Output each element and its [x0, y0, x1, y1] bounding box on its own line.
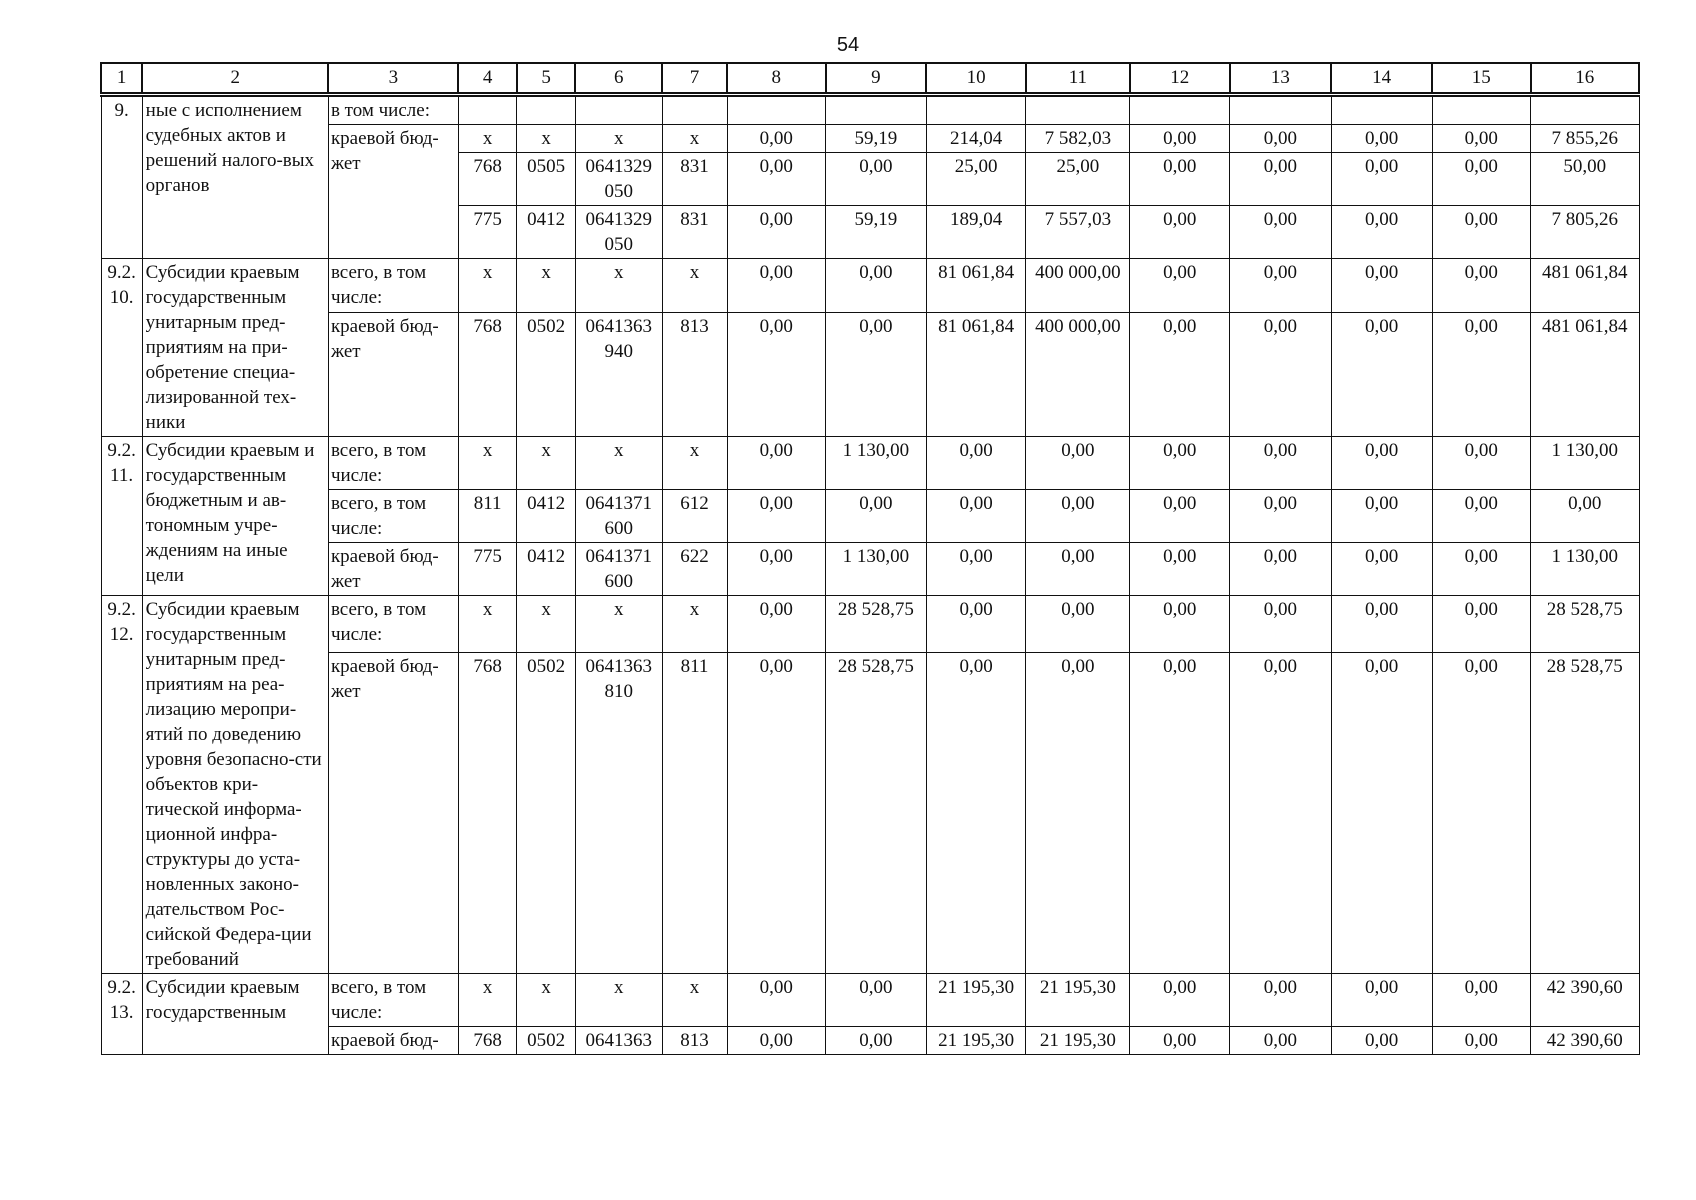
table-cell: 400 000,00 — [1026, 259, 1130, 313]
table-cell: 0,00 — [1432, 652, 1531, 973]
table-cell: 42 390,60 — [1531, 1027, 1639, 1055]
table-cell: 0,00 — [826, 312, 927, 436]
table-cell — [517, 95, 575, 125]
table-cell: 0,00 — [1432, 490, 1531, 543]
table-cell: 0,00 — [1230, 259, 1332, 313]
table-cell: 0,00 — [1026, 437, 1130, 490]
table-cell: 0,00 — [1331, 206, 1432, 259]
col-header: 16 — [1531, 63, 1639, 95]
table-cell: 0,00 — [727, 1027, 826, 1055]
table-cell: 0,00 — [1230, 652, 1332, 973]
col-header: 15 — [1432, 63, 1531, 95]
table-cell: 1 130,00 — [826, 437, 927, 490]
table-cell: 0,00 — [826, 974, 927, 1027]
row-name: Субсидии краевым и государственным бюджетным и ав-тономным учре-ждениям на иные цели — [142, 437, 328, 596]
table-cell: 0412 — [517, 543, 575, 596]
col-header: 13 — [1230, 63, 1332, 95]
table-cell: 0,00 — [1432, 125, 1531, 153]
table-cell: 0,00 — [826, 153, 927, 206]
col-header: 2 — [142, 63, 328, 95]
table-cell: 21 195,30 — [1026, 1027, 1130, 1055]
col-header: 7 — [662, 63, 727, 95]
table-row — [101, 652, 1639, 973]
table-cell: 0,00 — [826, 490, 927, 543]
table-cell: 0,00 — [1432, 153, 1531, 206]
table-cell: 0,00 — [1432, 259, 1531, 313]
table-cell: 0,00 — [1432, 1027, 1531, 1055]
table-row — [101, 543, 1639, 596]
table-cell: 0,00 — [926, 437, 1026, 490]
table-cell: 59,19 — [826, 206, 927, 259]
table-cell: 25,00 — [926, 153, 1026, 206]
table-cell: 831 — [662, 206, 727, 259]
table-cell — [1531, 95, 1639, 125]
row-name: ные с исполнением судебных актов и решений налого-вых органов — [142, 95, 328, 259]
table-row — [101, 259, 1639, 313]
row-number: 9.2. 12. — [101, 596, 142, 974]
table-cell: 1 130,00 — [826, 543, 927, 596]
table-cell: 0641371 600 — [575, 543, 662, 596]
table-cell: 0,00 — [1331, 543, 1432, 596]
table-cell: 0,00 — [1230, 312, 1332, 436]
table-cell — [575, 95, 662, 125]
table-cell: 0,00 — [1230, 974, 1332, 1027]
table-cell: 7 855,26 — [1531, 125, 1639, 153]
table-cell: 0502 — [517, 312, 575, 436]
table-cell: 0641329 050 — [575, 206, 662, 259]
table-cell: 81 061,84 — [926, 259, 1026, 313]
table-cell: 0,00 — [1230, 437, 1332, 490]
table-row — [101, 974, 1639, 1027]
table-cell: 768 — [458, 1027, 516, 1055]
table-cell: 0,00 — [727, 543, 826, 596]
table-cell: 775 — [458, 543, 516, 596]
table-cell — [1331, 95, 1432, 125]
table-cell: 0,00 — [1230, 153, 1332, 206]
table-cell: 0,00 — [1130, 1027, 1230, 1055]
table-cell: х — [662, 437, 727, 490]
col-header: 1 — [101, 63, 142, 95]
table-cell: 0,00 — [727, 153, 826, 206]
row-name: Субсидии краевым государственным унитарным пред-приятиям на реа-лизацию меропри-ятий по доведению уровня безопасно-сти объектов кри-тической информа-ционной инфра-структуры до уста-новленных законо-дательством Рос-сийской Федера-ции требований — [142, 596, 328, 974]
table-cell: х — [662, 974, 727, 1027]
table-cell: 28 528,75 — [1531, 652, 1639, 973]
table-cell: 0641363 810 — [575, 652, 662, 973]
table-cell: 0,00 — [1331, 596, 1432, 653]
table-cell: 768 — [458, 652, 516, 973]
table-cell: 0,00 — [1130, 153, 1230, 206]
table-cell: 0,00 — [727, 125, 826, 153]
table-cell: х — [458, 125, 516, 153]
table-cell: 0,00 — [1130, 490, 1230, 543]
table-cell: 0641329 050 — [575, 153, 662, 206]
table-cell: 0,00 — [1331, 437, 1432, 490]
table-cell: 0,00 — [1230, 543, 1332, 596]
table-cell: 0,00 — [1026, 543, 1130, 596]
table-cell: 0,00 — [1331, 259, 1432, 313]
table-cell: х — [662, 259, 727, 313]
table-cell: 28 528,75 — [826, 596, 927, 653]
table-cell: 0,00 — [1130, 596, 1230, 653]
table-cell: 59,19 — [826, 125, 927, 153]
table-cell: 0,00 — [1130, 206, 1230, 259]
table-cell: 7 557,03 — [1026, 206, 1130, 259]
table-cell: 0,00 — [1230, 1027, 1332, 1055]
funding-source: краевой бюд-жет — [328, 312, 458, 436]
table-cell: 0,00 — [1531, 490, 1639, 543]
table-cell — [1130, 95, 1230, 125]
funding-source: всего, в том числе: — [328, 437, 458, 490]
table-cell: 0,00 — [1130, 125, 1230, 153]
table-cell: 0505 — [517, 153, 575, 206]
funding-source: краевой бюд-жет — [328, 543, 458, 596]
table-cell: 0,00 — [1130, 652, 1230, 973]
table-row — [101, 1027, 1639, 1055]
table-row — [101, 95, 1639, 125]
table-cell: 0502 — [517, 1027, 575, 1055]
table-cell: 0,00 — [1432, 974, 1531, 1027]
table-cell: 0,00 — [1026, 490, 1130, 543]
table-cell: 0641363 — [575, 1027, 662, 1055]
row-number: 9.2. 13. — [101, 974, 142, 1055]
table-cell: 0,00 — [1130, 312, 1230, 436]
table-cell: 0,00 — [1331, 153, 1432, 206]
funding-source: всего, в том числе: — [328, 259, 458, 313]
table-cell: 25,00 — [1026, 153, 1130, 206]
col-header: 5 — [517, 63, 575, 95]
table-cell: х — [575, 259, 662, 313]
table-cell: 189,04 — [926, 206, 1026, 259]
table-cell: 1 130,00 — [1531, 437, 1639, 490]
table-cell: 0,00 — [1230, 125, 1332, 153]
table-cell: 481 061,84 — [1531, 312, 1639, 436]
table-cell: 50,00 — [1531, 153, 1639, 206]
table-cell: 1 130,00 — [1531, 543, 1639, 596]
table-cell: 21 195,30 — [1026, 974, 1130, 1027]
table-cell: 0,00 — [926, 652, 1026, 973]
table-cell — [1432, 95, 1531, 125]
header-row — [101, 63, 1639, 95]
col-header: 9 — [826, 63, 927, 95]
table-cell: х — [458, 437, 516, 490]
table-cell: 0,00 — [1331, 125, 1432, 153]
table-cell: 0,00 — [1230, 596, 1332, 653]
table-cell: 0502 — [517, 652, 575, 973]
table-cell: 0,00 — [1331, 1027, 1432, 1055]
table-cell: 0,00 — [727, 490, 826, 543]
table-cell: 768 — [458, 312, 516, 436]
row-number: 9. — [101, 95, 142, 259]
table-cell: 0,00 — [826, 259, 927, 313]
table-cell: 0,00 — [926, 596, 1026, 653]
table-cell: х — [662, 125, 727, 153]
table-cell: 0412 — [517, 490, 575, 543]
table-cell: 21 195,30 — [926, 974, 1026, 1027]
row-number: 9.2. 10. — [101, 259, 142, 437]
table-cell: 7 582,03 — [1026, 125, 1130, 153]
table-cell: 0,00 — [1130, 437, 1230, 490]
table-cell: 0,00 — [727, 206, 826, 259]
funding-source: краевой бюд-жет — [328, 652, 458, 973]
col-header: 6 — [575, 63, 662, 95]
table-cell: 0,00 — [1026, 652, 1130, 973]
table-cell: 0,00 — [1026, 596, 1130, 653]
table-cell: 0,00 — [727, 437, 826, 490]
table-cell: 0,00 — [1432, 312, 1531, 436]
table-cell: 0,00 — [727, 259, 826, 313]
table-cell: 0,00 — [1130, 543, 1230, 596]
col-header: 11 — [1026, 63, 1130, 95]
table-cell: х — [662, 596, 727, 653]
table-cell: 0,00 — [727, 974, 826, 1027]
table-cell: 768 — [458, 153, 516, 206]
row-name: Субсидии краевым государственным — [142, 974, 328, 1055]
funding-source: всего, в том числе: — [328, 974, 458, 1027]
table-cell: х — [517, 596, 575, 653]
col-header: 10 — [926, 63, 1026, 95]
table-cell: 400 000,00 — [1026, 312, 1130, 436]
table-cell: 813 — [662, 1027, 727, 1055]
table-cell: 0641363 940 — [575, 312, 662, 436]
funding-source: краевой бюд-жет — [328, 125, 458, 259]
table-cell: 813 — [662, 312, 727, 436]
table-cell: 0,00 — [1230, 490, 1332, 543]
table-cell: х — [575, 437, 662, 490]
table-cell: 21 195,30 — [926, 1027, 1026, 1055]
table-cell: 0,00 — [826, 1027, 927, 1055]
col-header: 12 — [1130, 63, 1230, 95]
table-cell: 0,00 — [926, 490, 1026, 543]
table-cell: 0,00 — [926, 543, 1026, 596]
table-cell: 28 528,75 — [1531, 596, 1639, 653]
table-cell — [662, 95, 727, 125]
funding-source: в том числе: — [328, 95, 458, 125]
table-cell: 0,00 — [727, 652, 826, 973]
table-cell: 0,00 — [727, 312, 826, 436]
budget-table — [100, 62, 1640, 1055]
funding-source: всего, в том числе: — [328, 596, 458, 653]
table-cell: х — [517, 259, 575, 313]
table-cell: х — [575, 125, 662, 153]
table-cell: 0,00 — [1331, 974, 1432, 1027]
table-cell: 0,00 — [1432, 206, 1531, 259]
table-cell: 481 061,84 — [1531, 259, 1639, 313]
table-cell: 0,00 — [1331, 490, 1432, 543]
row-name: Субсидии краевым государственным унитарным пред-приятиям на при-обретение специа-лизированной тех-ники — [142, 259, 328, 437]
col-header: 8 — [727, 63, 826, 95]
table-cell: х — [517, 125, 575, 153]
table-row — [101, 437, 1639, 490]
funding-source: всего, в том числе: — [328, 490, 458, 543]
table-cell: 622 — [662, 543, 727, 596]
table-cell: 0,00 — [1432, 596, 1531, 653]
col-header: 4 — [458, 63, 516, 95]
table-cell: 0641371 600 — [575, 490, 662, 543]
col-header: 3 — [328, 63, 458, 95]
col-header: 14 — [1331, 63, 1432, 95]
table-cell — [926, 95, 1026, 125]
table-cell: 0,00 — [1432, 437, 1531, 490]
table-row — [101, 125, 1639, 153]
table-cell: 0,00 — [1331, 312, 1432, 436]
table-cell: х — [575, 974, 662, 1027]
table-cell — [458, 95, 516, 125]
table-cell: 0412 — [517, 206, 575, 259]
table-cell: 0,00 — [727, 596, 826, 653]
table-cell: х — [575, 596, 662, 653]
table-cell — [826, 95, 927, 125]
table-cell: 811 — [662, 652, 727, 973]
page-number: 54 — [836, 34, 860, 56]
table-cell: х — [458, 596, 516, 653]
table-cell: 775 — [458, 206, 516, 259]
table-cell: 0,00 — [1331, 652, 1432, 973]
table-cell: 0,00 — [1130, 259, 1230, 313]
table-cell: 0,00 — [1130, 974, 1230, 1027]
table-cell: 811 — [458, 490, 516, 543]
table-cell: 28 528,75 — [826, 652, 927, 973]
table-cell: х — [458, 259, 516, 313]
table-cell: х — [517, 974, 575, 1027]
table-cell: х — [517, 437, 575, 490]
table-cell: 42 390,60 — [1531, 974, 1639, 1027]
table-cell: 612 — [662, 490, 727, 543]
table-cell: 81 061,84 — [926, 312, 1026, 436]
table-cell — [1026, 95, 1130, 125]
table-row — [101, 312, 1639, 436]
funding-source: краевой бюд- — [328, 1027, 458, 1055]
table-cell: 831 — [662, 153, 727, 206]
table-cell: 0,00 — [1432, 543, 1531, 596]
table-row — [101, 490, 1639, 543]
table-cell — [727, 95, 826, 125]
table-row — [101, 596, 1639, 653]
row-number: 9.2. 11. — [101, 437, 142, 596]
table-cell: х — [458, 974, 516, 1027]
table-cell: 7 805,26 — [1531, 206, 1639, 259]
table-cell — [1230, 95, 1332, 125]
table-cell: 214,04 — [926, 125, 1026, 153]
table-cell: 0,00 — [1230, 206, 1332, 259]
